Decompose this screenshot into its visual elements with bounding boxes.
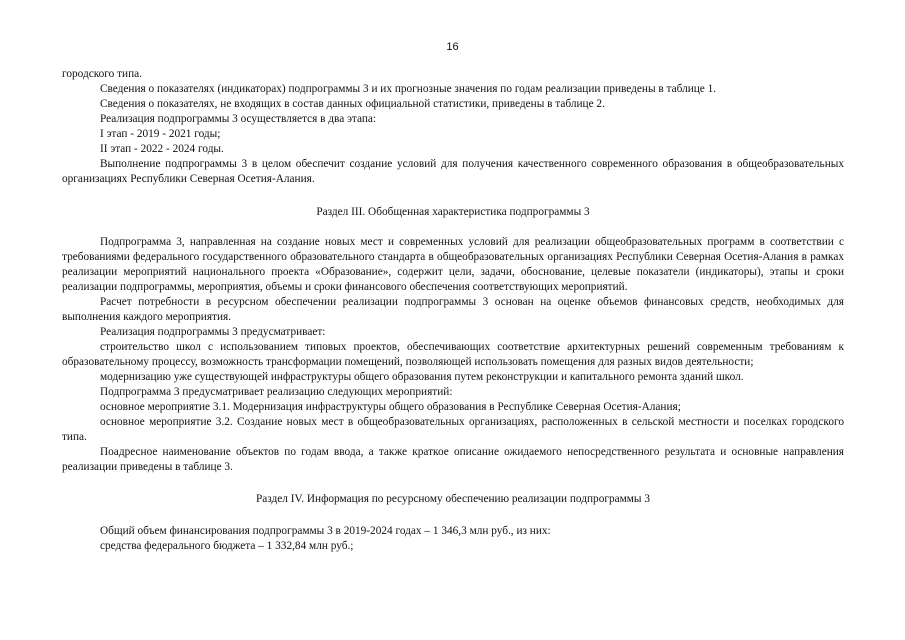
paragraph-school-construction: строительство школ с использованием типовых проектов, обеспечивающих соответствие архитектурных решений современным требованиям к образовательному процессу, возможность трансформации помещений, позволяющей использовать помещения для разных видов деятельности; xyxy=(62,341,844,368)
paragraph-subprogram-description: Подпрограмма 3, направленная на создание новых мест и современных условий для реализации общеобразовательных программ в соответствии с требованиями федерального государственного образовательного стандарта в общеобразовательных организациях Республики Северная Осетия-Алания в рамках реализации мероприятий национального проекта «Образование», содержит цели, задачи, обоснование, целевые показатели (индикаторы), этапы и сроки реализации подпрограммы, мероприятия, объемы и сроки финансового обеспечения соответствующих мероприятий. xyxy=(62,236,844,293)
paragraph-indicators-table-1: Сведения о показателях (индикаторах) подпрограммы 3 и их прогнозные значения по годам реализации приведены в таблице 1. xyxy=(100,83,717,95)
paragraph-table-3-reference: Поадресное наименование объектов по годам ввода, а также краткое описание ожидаемого непосредственного результата и основные направления реализации приведены в таблице 3. xyxy=(62,446,844,473)
paragraph-measure-3-1: основное мероприятие 3.1. Модернизация инфраструктуры общего образования в Республике Северная Осетия-Алания; xyxy=(100,401,681,413)
paragraph-indicators-table-2: Сведения о показателях, не входящих в состав данных официальной статистики, приведены в таблице 2. xyxy=(100,98,605,110)
section-4-heading: Раздел IV. Информация по ресурсному обеспечению реализации подпрограммы 3 xyxy=(255,493,650,505)
paragraph-implementation-intro: Реализация подпрограммы 3 предусматривает: xyxy=(100,326,326,338)
paragraph-measure-3-2: основное мероприятие 3.2. Создание новых мест в общеобразовательных организациях, расположенных в сельской местности и поселках городского типа. xyxy=(62,416,844,443)
paragraph-continuation: городского типа. xyxy=(62,68,142,80)
paragraph-stage-1: I этап - 2019 - 2021 годы; xyxy=(100,128,221,140)
paragraph-total-financing: Общий объем финансирования подпрограммы 3 в 2019-2024 годах – 1 346,3 млн руб., из них: xyxy=(100,525,551,537)
paragraph-measures-intro: Подпрограмма 3 предусматривает реализацию следующих мероприятий: xyxy=(100,386,453,398)
paragraph-resource-calculation: Расчет потребности в ресурсном обеспечении реализации подпрограммы 3 основан на оценке объемов финансовых средств, необходимых для выполнения каждого мероприятия. xyxy=(62,296,844,323)
paragraph-modernization: модернизацию уже существующей инфраструктуры общего образования путем реконструкции и капитального ремонта зданий школ. xyxy=(100,371,744,383)
page-number: 16 xyxy=(446,41,459,53)
paragraph-federal-budget: средства федерального бюджета – 1 332,84 млн руб.; xyxy=(100,540,354,552)
document-body xyxy=(62,67,844,554)
paragraph-outcome: Выполнение подпрограммы 3 в целом обеспечит создание условий для получения качественного современного образования в общеобразовательных организациях Республики Северная Осетия-Алания. xyxy=(62,158,844,185)
section-3-heading: Раздел III. Обобщенная характеристика подпрограммы 3 xyxy=(316,206,590,218)
paragraph-stages-intro: Реализация подпрограммы 3 осуществляется в два этапа: xyxy=(100,113,377,125)
paragraph-stage-2: II этап - 2022 - 2024 годы. xyxy=(100,143,224,155)
